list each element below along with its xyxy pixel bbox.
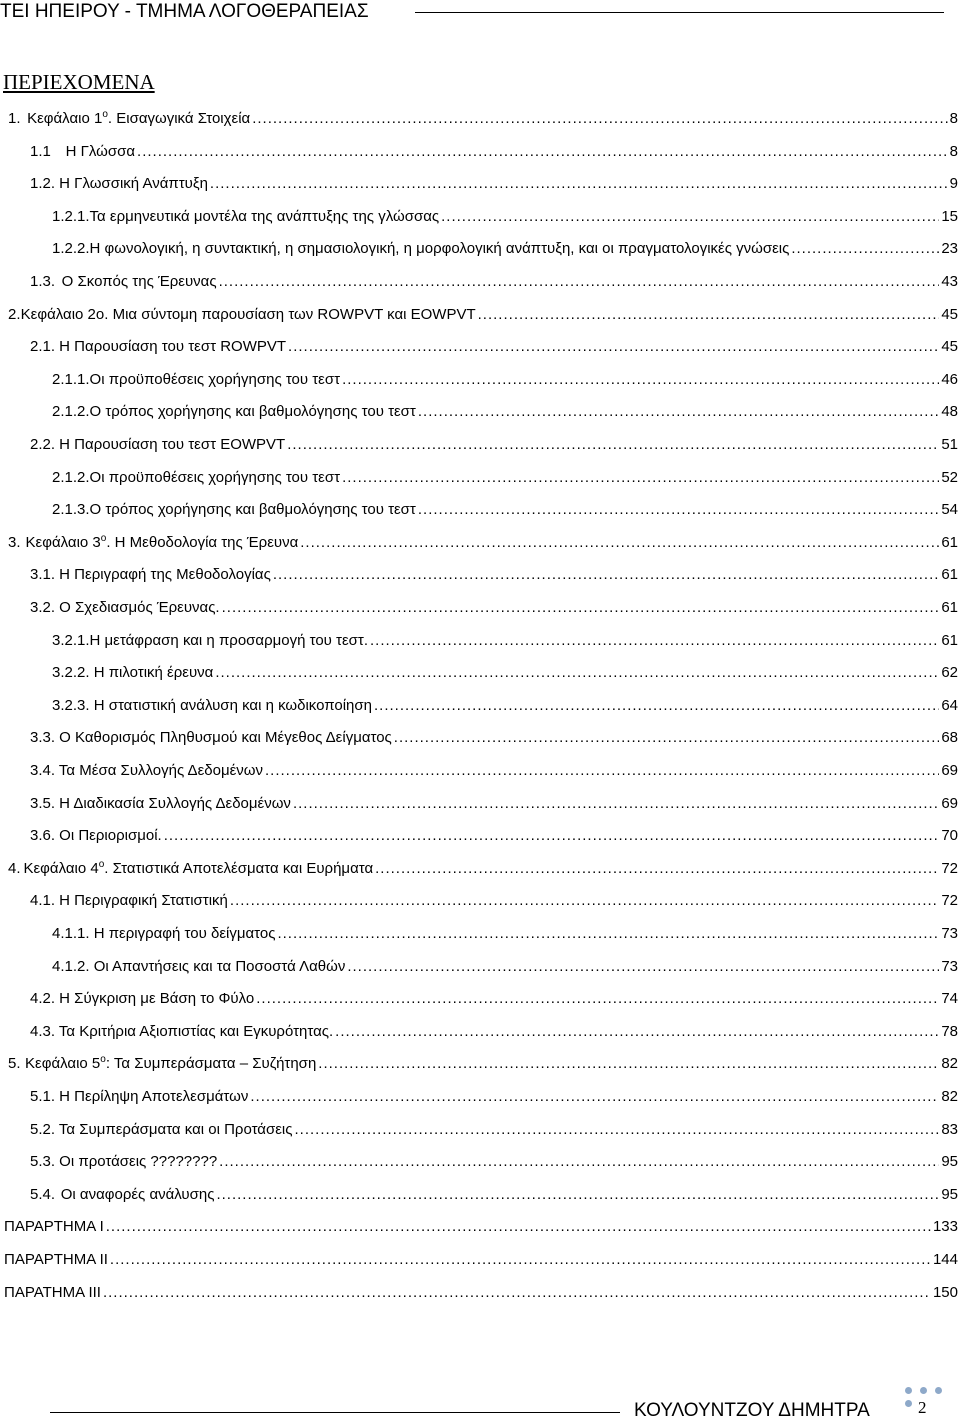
- toc-entry-label: [30, 598, 220, 618]
- toc-entry-page: 8: [949, 110, 958, 127]
- toc-entry[interactable]: [0, 598, 960, 630]
- toc-entry-label: [30, 826, 162, 846]
- toc-entry-page: 69: [941, 795, 958, 812]
- header-rule: [415, 12, 944, 13]
- toc-entry-label-text: 4.1. Η Περιγραφική Στατιστική: [30, 892, 228, 909]
- toc-entry-page: 8: [949, 143, 958, 160]
- toc-entry[interactable]: [0, 1217, 960, 1249]
- toc-entry-page: 144: [932, 1251, 958, 1268]
- toc-entry-label-text: 3.6. Οι Περιορισμοί.: [30, 827, 162, 844]
- toc-entry-page: 52: [941, 469, 958, 486]
- toc-entry[interactable]: [0, 565, 960, 597]
- toc-entry-label: [30, 565, 271, 585]
- toc-entry-page: 72: [941, 892, 958, 909]
- toc-entry-label: [90, 402, 416, 422]
- toc-entry-page: 70: [941, 827, 958, 844]
- toc-dot-leader: [441, 207, 939, 227]
- toc-entry-label-rest: . Στατιστικά Αποτελέσματα και Ευρήματα: [104, 860, 374, 877]
- toc-entry-page: 72: [941, 860, 958, 877]
- toc-entry-page: 15: [941, 208, 958, 225]
- toc-entry-page: 74: [941, 990, 958, 1007]
- toc-entry[interactable]: [0, 891, 960, 923]
- toc-entry[interactable]: [0, 1120, 960, 1152]
- toc-entry[interactable]: [0, 663, 960, 695]
- toc-entry[interactable]: [0, 239, 960, 271]
- toc-dot-leader: [164, 826, 940, 846]
- toc-entry[interactable]: [0, 859, 960, 891]
- toc-dot-leader: [293, 794, 939, 814]
- toc-entry-number: 1.1: [30, 143, 51, 160]
- toc-entry-label-text: Οι προϋποθέσεις χορήγησης του τεστ: [89, 371, 341, 388]
- toc-entry-page: 45: [941, 306, 958, 323]
- toc-entry-label: [30, 337, 286, 357]
- toc-entry-label-text: Κεφάλαιο 3: [25, 534, 101, 551]
- toc-entry-superscript: ο: [100, 533, 107, 544]
- toc-entry-label-text: Οι αναφορές ανάλυσης: [60, 1186, 215, 1203]
- toc-dot-leader: [394, 728, 940, 748]
- toc-dot-leader: [418, 402, 939, 422]
- toc-entry-superscript: ο: [98, 859, 105, 870]
- toc-entry-label-text: Κεφάλαιο 5: [25, 1055, 101, 1072]
- toc-entry-label: [62, 272, 217, 292]
- toc-dot-leader: [287, 435, 939, 455]
- toc-dot-leader: [250, 1087, 939, 1107]
- toc-dot-leader: [300, 533, 939, 553]
- toc-entry-number: 1.: [8, 110, 21, 127]
- toc-entry-label-rest: : Τα Συμπεράσματα – Συζήτηση: [105, 1055, 317, 1072]
- toc-entry-label: [66, 142, 135, 162]
- toc-entry-page: 61: [941, 599, 958, 616]
- toc-entry-number: 2.1.3.: [52, 501, 90, 518]
- toc-entry[interactable]: [0, 794, 960, 826]
- toc-entry-label: [90, 239, 790, 259]
- toc-dot-leader: [137, 142, 948, 162]
- toc-entry-label: [23, 859, 373, 879]
- toc-dot-leader: [256, 989, 939, 1009]
- toc-entry-label: [25, 1054, 316, 1074]
- toc-dot-leader: [103, 1283, 931, 1303]
- toc-entry[interactable]: [0, 924, 960, 956]
- toc-entry-label: [4, 1250, 108, 1270]
- toc-entry-label: [90, 207, 440, 227]
- toc-entry-page: 68: [941, 729, 958, 746]
- header-title: ΤΕΙ ΗΠΕΙΡΟΥ - ΤΜΗΜΑ ΛΟΓΟΘΕΡΑΠΕΙΑΣ: [0, 1, 369, 22]
- toc-entry-label-text: Η Γλώσσα: [65, 143, 136, 160]
- toc-entry-label: [30, 435, 285, 455]
- toc-entry-label-rest: . Εισαγωγικά Στοιχεία: [107, 110, 251, 127]
- toc-entry-number: 1.2.2.: [52, 240, 90, 257]
- toc-entry-label: [30, 989, 254, 1009]
- toc-entry-label: [30, 1120, 292, 1140]
- toc-dot-leader: [216, 1185, 939, 1205]
- toc-entry-label-text: 1.2. Η Γλωσσική Ανάπτυξη: [30, 175, 208, 192]
- toc-entry-page: 61: [941, 566, 958, 583]
- toc-dot-leader: [374, 696, 939, 716]
- toc-entry[interactable]: [0, 1087, 960, 1119]
- toc-entry-label: [90, 370, 341, 390]
- toc-entry[interactable]: [0, 435, 960, 467]
- toc-entry-label: [4, 1217, 104, 1237]
- toc-entry-label-text: Τα ερμηνευτικά μοντέλα της ανάπτυξης της γλώσσας: [89, 208, 440, 225]
- toc-dot-leader: [335, 1022, 939, 1042]
- toc-entry-page: 78: [941, 1023, 958, 1040]
- toc-entry-label-text: ΠΑΡΑΡΤΗΜΑ Ι: [4, 1218, 104, 1235]
- toc-entry-label: [30, 174, 208, 194]
- toc-entry[interactable]: [0, 957, 960, 989]
- toc-entry-page: 150: [932, 1284, 958, 1301]
- toc-dot-leader: [273, 565, 940, 585]
- toc-entry-page: 46: [941, 371, 958, 388]
- toc-entry-label: [61, 1185, 215, 1205]
- toc-entry-label-text: 2.2. Η Παρουσίαση του τεστ EOWPVT: [30, 436, 286, 453]
- toc-entry[interactable]: [0, 305, 960, 337]
- toc-entry-label: [30, 761, 263, 781]
- toc-entry-number: 3.: [8, 534, 21, 551]
- toc-entry[interactable]: [0, 989, 960, 1021]
- toc-dot-leader: [342, 468, 939, 488]
- toc-entry-page: 61: [941, 534, 958, 551]
- toc-entry-label: [52, 663, 213, 683]
- toc-entry-label-text: Ο τρόπος χορήγησης και βαθμολόγησης του τεστ: [89, 501, 416, 518]
- toc-dot-leader: [318, 1054, 939, 1074]
- toc-title: ΠΕΡΙΕΧΟΜΕΝΑ: [3, 70, 155, 94]
- toc-entry[interactable]: [0, 207, 960, 239]
- toc-entry-label-text: 4.1.1. Η περιγραφή του δείγματος: [52, 925, 276, 942]
- toc-dot-leader: [210, 174, 948, 194]
- toc-entry-label: [52, 924, 275, 944]
- toc-dot-leader: [347, 957, 939, 977]
- toc-entry-label-text: Κεφάλαιο 1: [27, 110, 103, 127]
- toc-entry-page: 83: [941, 1121, 958, 1138]
- toc-entry[interactable]: [0, 1250, 960, 1282]
- page-header: [0, 0, 960, 28]
- toc-entry-page: 62: [941, 664, 958, 681]
- toc-entry-label-text: 5.1. Η Περίληψη Αποτελεσμάτων: [30, 1088, 249, 1105]
- toc-entry-page: 73: [941, 925, 958, 942]
- toc-entry-page: 73: [941, 958, 958, 975]
- toc-entry-page: 82: [941, 1088, 958, 1105]
- toc-entry-superscript: ο: [102, 109, 108, 120]
- toc-entry[interactable]: [0, 1185, 960, 1217]
- toc-entry[interactable]: [0, 1054, 960, 1086]
- toc-entry-label-text: 3.4. Τα Μέσα Συλλογής Δεδομένων: [30, 762, 263, 779]
- toc-entry-page: 95: [941, 1186, 958, 1203]
- toc-entry[interactable]: [0, 728, 960, 760]
- toc-entry-label-text: Κεφάλαιο 2ο. Μια σύντομη παρουσίαση των ROWPVT και EOWPVT: [20, 306, 476, 323]
- toc-entry-label-rest: . Η Μεθοδολογία της Έρευνα: [106, 534, 299, 551]
- toc-dot-leader: [219, 272, 940, 292]
- page-footer: [0, 1380, 960, 1424]
- toc-entry[interactable]: [0, 631, 960, 663]
- toc-dot-leader: [110, 1250, 931, 1270]
- toc-entry-label-text: Ο τρόπος χορήγησης και βαθμολόγησης του τεστ: [89, 403, 416, 420]
- toc-entry-label-text: 4.3. Τα Κριτήρια Αξιοπιστίας και Εγκυρότητας.: [30, 1023, 334, 1040]
- toc-dot-leader: [265, 761, 939, 781]
- toc-entry-number: 2.1.2.: [52, 403, 90, 420]
- toc-entry-label: [52, 696, 372, 716]
- toc-entry-label: [30, 891, 228, 911]
- toc-entry-label-text: Κεφάλαιο 4: [23, 860, 99, 877]
- toc-entry-label: [4, 1283, 101, 1303]
- toc-dot-leader: [418, 500, 939, 520]
- toc-entry[interactable]: [0, 696, 960, 728]
- toc-entry-page: 54: [941, 501, 958, 518]
- toc-dot-leader: [252, 109, 947, 129]
- toc-entry-label: [30, 728, 392, 748]
- toc-entry-label-text: 3.2.3. Η στατιστική ανάλυση και η κωδικοποίηση: [52, 697, 372, 714]
- toc-entry[interactable]: [0, 500, 960, 532]
- toc-entry-label-text: Οι προϋποθέσεις χορήγησης του τεστ: [89, 469, 341, 486]
- footer-author: ΚΟΥΛΟΥΝΤΖΟΥ ΔΗΜΗΤΡΑ: [634, 1400, 870, 1421]
- toc-entry-label-text: 5.3. Οι προτάσεις ????????: [30, 1153, 218, 1170]
- toc-entry-label: [30, 1087, 248, 1107]
- toc-dot-leader: [791, 239, 939, 259]
- toc-entry[interactable]: [0, 826, 960, 858]
- toc-entry[interactable]: [0, 761, 960, 793]
- toc-dot-leader: [294, 1120, 939, 1140]
- toc-dot-leader: [342, 370, 939, 390]
- toc-entry-number: 1.2.1.: [52, 208, 90, 225]
- toc-entry-label-text: 5.2. Τα Συμπεράσματα και οι Προτάσεις: [30, 1121, 293, 1138]
- toc-entry-label-text: Ο Σκοπός της Έρευνας: [61, 273, 217, 290]
- toc-entry[interactable]: [0, 1152, 960, 1184]
- toc-dot-leader: [106, 1217, 931, 1237]
- toc-entry-number: 1.3.: [30, 273, 56, 290]
- toc-entry-page: 95: [941, 1153, 958, 1170]
- toc-dot-leader: [277, 924, 939, 944]
- toc-entry-label: [21, 305, 476, 325]
- toc-dot-leader: [215, 663, 939, 683]
- toc-entry-label: [30, 794, 291, 814]
- toc-entry-label: [52, 631, 368, 651]
- toc-entry-label-text: ΠΑΡΑΤΗΜΑ ΙΙΙ: [4, 1284, 101, 1301]
- toc-entry-page: 133: [932, 1218, 958, 1235]
- toc-entry-label-text: 3.5. Η Διαδικασία Συλλογής Δεδομένων: [30, 795, 291, 812]
- toc-dot-leader: [230, 891, 939, 911]
- toc-dot-leader: [222, 598, 940, 618]
- toc-entry-page: 69: [941, 762, 958, 779]
- toc-entry[interactable]: [0, 337, 960, 369]
- toc-entry-label-text: ΠΑΡΑΡΤΗΜΑ ΙΙ: [4, 1251, 108, 1268]
- toc-entry-label-text: 2.1. Η Παρουσίαση του τεστ ROWPVT: [30, 338, 287, 355]
- toc-entry-number: 4.: [8, 860, 21, 877]
- toc-entry-label: [30, 1152, 217, 1172]
- toc-entry-label: [30, 1022, 333, 1042]
- toc-dot-leader: [478, 305, 940, 325]
- toc-entry-page: 82: [941, 1055, 958, 1072]
- toc-entry-label-text: 3.2.1.Η μετάφραση και η προσαρμογή του τεστ.: [52, 632, 369, 649]
- toc-entry-label: [26, 533, 299, 553]
- toc-entry-label: [27, 109, 250, 129]
- toc-dot-leader: [219, 1152, 939, 1172]
- toc-dot-leader: [375, 859, 939, 879]
- toc-entry-label-text: 3.2.2. Η πιλοτική έρευνα: [52, 664, 214, 681]
- toc-entry-label-text: Η φωνολογική, η συντακτική, η σημασιολογική, η μορφολογική ανάπτυξη, και οι πραγματολογικές γνώσεις: [89, 240, 790, 257]
- toc-entry[interactable]: [0, 370, 960, 402]
- toc-entry-label-text: 3.1. Η Περιγραφή της Μεθοδολογίας: [30, 566, 271, 583]
- toc-entry-label-text: 4.1.2. Οι Απαντήσεις και τα Ποσοστά Λαθών: [52, 958, 346, 975]
- toc-entry[interactable]: [0, 272, 960, 304]
- toc-entry-page: 23: [941, 240, 958, 257]
- toc-entry-number: 2.: [8, 306, 21, 323]
- toc-entry[interactable]: [0, 142, 960, 174]
- toc-entry-page: 64: [941, 697, 958, 714]
- toc-entry[interactable]: [0, 174, 960, 206]
- toc-entry-label: [52, 957, 345, 977]
- toc-entry-label-text: 4.2. Η Σύγκριση με Βάση το Φύλο: [30, 990, 255, 1007]
- toc-entry-superscript: ο: [100, 1054, 106, 1065]
- toc-entry-label: [90, 468, 341, 488]
- toc-entry-page: 51: [941, 436, 958, 453]
- toc-entry[interactable]: [0, 402, 960, 434]
- toc-entry-number: 5.: [8, 1055, 21, 1072]
- toc-dot-leader: [370, 631, 939, 651]
- toc-entry[interactable]: [0, 109, 960, 141]
- toc-entry-page: 61: [941, 632, 958, 649]
- toc-entry[interactable]: [0, 533, 960, 565]
- toc-entry[interactable]: [0, 1283, 960, 1315]
- toc-entry-page: 48: [941, 403, 958, 420]
- toc-entry[interactable]: [0, 468, 960, 500]
- footer-dots-ornament: [905, 1385, 960, 1409]
- footer-rule: [50, 1412, 620, 1413]
- toc-entry-number: 5.4.: [30, 1186, 56, 1203]
- toc-entry-page: 43: [941, 273, 958, 290]
- toc-entry-page: 9: [949, 175, 958, 192]
- toc-entry-number: 2.1.2.: [52, 469, 90, 486]
- page-number: 2: [918, 1398, 927, 1417]
- toc-entry-label-text: 3.2. Ο Σχεδιασμός Έρευνας.: [30, 599, 220, 616]
- toc-entry-page: 45: [941, 338, 958, 355]
- toc-dot-leader: [288, 337, 939, 357]
- toc-entry-label-text: 3.3. Ο Καθορισμός Πληθυσμού και Μέγεθος Δείγματος: [30, 729, 392, 746]
- toc-entry-label: [90, 500, 416, 520]
- toc-entry-number: 2.1.1.: [52, 371, 90, 388]
- toc-entry[interactable]: [0, 1022, 960, 1054]
